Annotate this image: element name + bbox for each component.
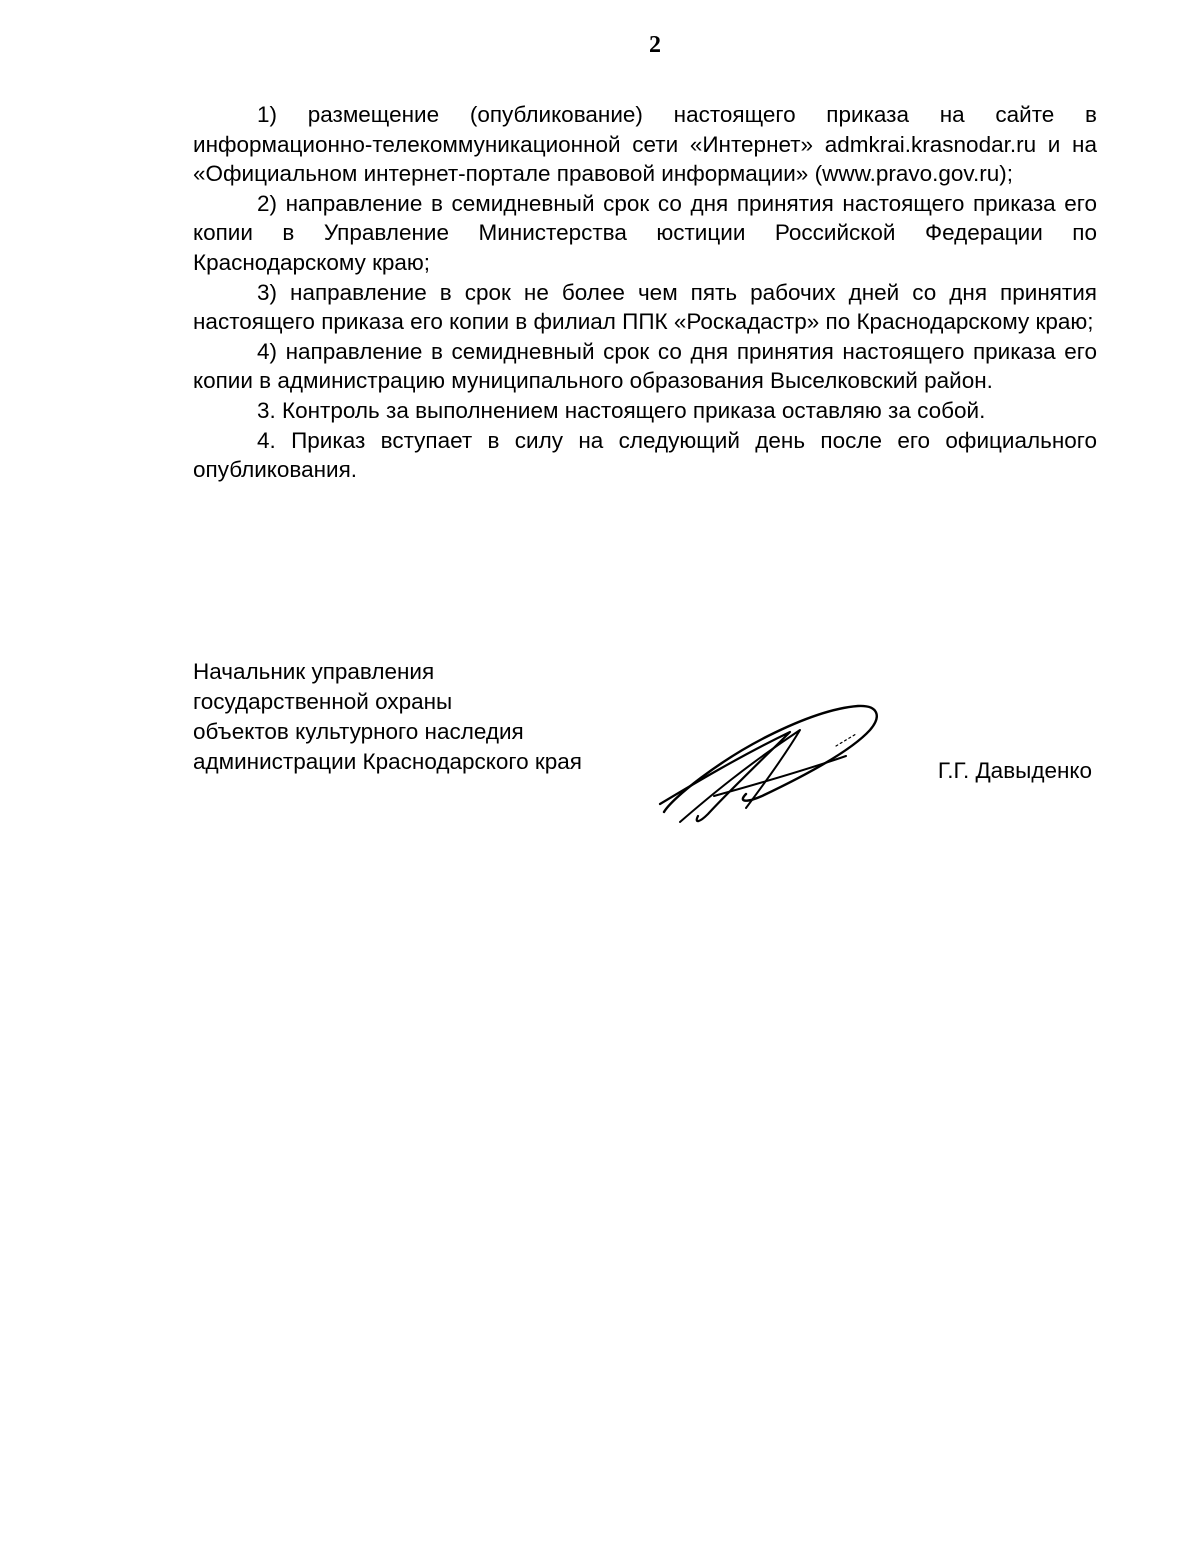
position-line: объектов культурного наследия [193, 719, 524, 744]
document-body [193, 100, 1097, 485]
position-line: государственной охраны [193, 689, 453, 714]
handwritten-signature [650, 700, 890, 828]
position-line: администрации Краснодарского края [193, 749, 582, 774]
position-line: Начальник управления [193, 659, 435, 684]
paragraph-ministry-copy: 2) направление в семидневный срок со дня принятия настоящего приказа его копии в Управление Министерства юстиции Российской Федерации по Краснодарскому краю; [193, 190, 1097, 275]
paragraph-effective-date: 4. Приказ вступает в силу на следующий день после его официального опубликования. [193, 427, 1097, 483]
page-number: 2 [649, 32, 661, 58]
signer-name: Г.Г. Давыденко [937, 758, 1092, 783]
paragraph-municipality-copy: 4) направление в семидневный срок со дня принятия настоящего приказа его копии в администрацию муниципального образования Выселковский район. [193, 338, 1097, 394]
paragraph-publication: 1) размещение (опубликование) настоящего приказа на сайте в информационно-телекоммуникационной сети «Интернет» admkrai.krasnodar.ru и на «Официальном интернет-портале правовой информации» (www.pravo.gov.ru); [193, 102, 1097, 187]
paragraph-roskadastr-copy: 3) направление в срок не более чем пять рабочих дней со дня принятия настоящего приказа его копии в филиал ППК «Роскадастр» по Краснодарскому краю; [193, 279, 1097, 335]
paragraph-control: 3. Контроль за выполнением настоящего приказа оставляю за собой. [257, 397, 986, 423]
signatory-position [193, 657, 582, 777]
